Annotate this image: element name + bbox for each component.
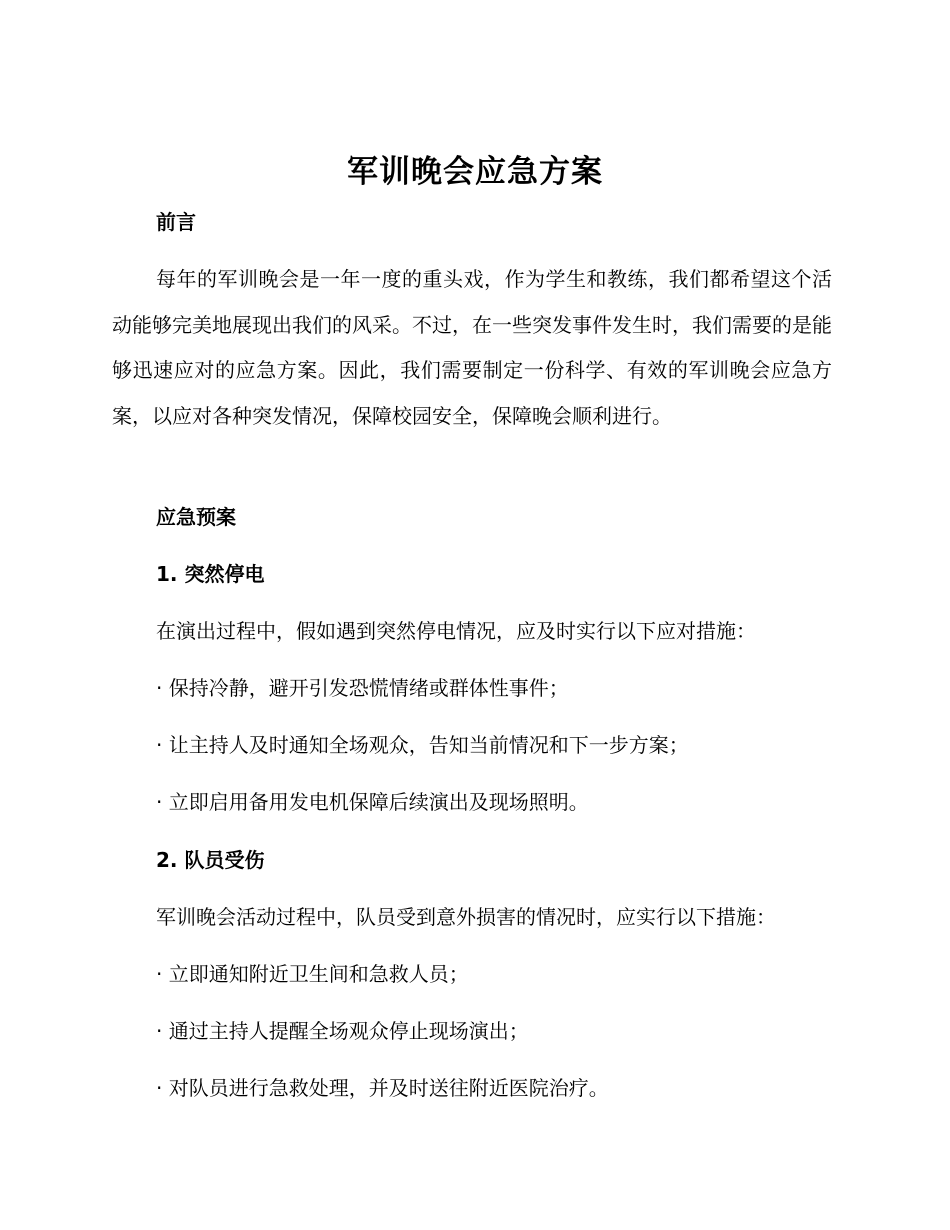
- section1-item: · 立即启用备用发电机保障后续演出及现场照明。: [156, 790, 589, 814]
- section1-item: · 保持冷静，避开引发恐慌情绪或群体性事件；: [156, 676, 569, 700]
- section1-intro: 在演出过程中，假如遇到突然停电情况，应及时实行以下应对措施：: [156, 619, 756, 643]
- preface-heading: 前言: [156, 210, 196, 234]
- plan-heading: 应急预案: [156, 505, 236, 529]
- preface-paragraph: 每年的军训晚会是一年一度的重头戏，作为学生和教练，我们都希望这个活动能够完美地展现出我们的风采。不过，在一些突发事件发生时，我们需要的是能够迅速应对的应急方案。因此，我们需要制定一份科学、有效的军训晚会应急方案，以应对各种突发情况，保障校园安全，保障晚会顺利进行。: [112, 267, 832, 428]
- section2-heading: 2. 队员受伤: [156, 848, 265, 872]
- document-title: 军训晚会应急方案: [347, 154, 603, 190]
- section2-item: · 对队员进行急救处理，并及时送往附近医院治疗。: [156, 1076, 609, 1100]
- section2-intro: 军训晚会活动过程中，队员受到意外损害的情况时，应实行以下措施：: [156, 905, 776, 929]
- section2-item: · 通过主持人提醒全场观众停止现场演出；: [156, 1019, 529, 1043]
- section2-item: · 立即通知附近卫生间和急救人员；: [156, 962, 469, 986]
- section1-heading: 1. 突然停电: [156, 562, 265, 586]
- section1-item: · 让主持人及时通知全场观众，告知当前情况和下一步方案；: [156, 733, 689, 757]
